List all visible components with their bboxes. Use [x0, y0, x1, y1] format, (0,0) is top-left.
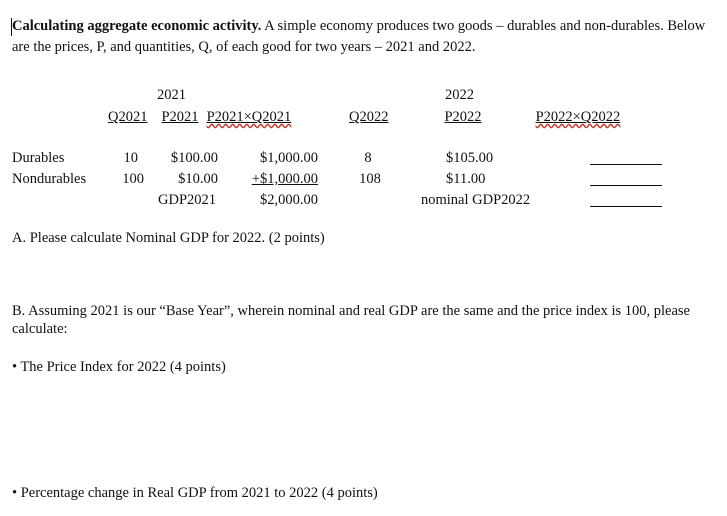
row-durables-pq2021: $1,000.00	[260, 150, 318, 166]
row-durables-q2022: 8	[364, 150, 372, 166]
row-nondurables-p2022: $11.00	[446, 171, 486, 187]
gdp2021-label: GDP2021	[158, 192, 217, 208]
question-a: A. Please calculate Nominal GDP for 2022. (2 points)	[12, 230, 325, 246]
header-pq2021: P2021×Q2021	[206, 109, 292, 125]
question-b-price-index: • The Price Index for 2022 (4 points)	[12, 359, 226, 375]
gdp2021-value: $2,000.00	[260, 192, 318, 208]
header-p2022: P2022	[444, 109, 482, 125]
row-durables-p2022: $105.00	[446, 150, 494, 166]
year-2022-heading: 2022	[445, 87, 474, 103]
row-nondurables-pq2021: +$1,000.00	[251, 171, 318, 187]
header-p2021: P2021	[161, 109, 199, 125]
header-q2022: Q2022 P2022 P2022×Q2022	[349, 109, 621, 125]
row-nondurables-label: Nondurables	[12, 171, 87, 187]
row-durables-q2021: 10	[123, 150, 138, 166]
row-durables-p2021: $100.00	[170, 150, 218, 166]
intro-paragraph	[12, 16, 717, 58]
answer-blank-nondurables	[590, 185, 662, 186]
intro-text: A simple economy produces two goods – durables and non-durables. Below are the prices, P, and quantities, Q, of each good for two years – 2021 and 2022.	[12, 18, 706, 55]
question-b-real-gdp-change: • Percentage change in Real GDP from 2021 to 2022 (4 points)	[12, 485, 378, 501]
row-nondurables-q2021: 100	[122, 171, 144, 187]
intro-title: Calculating aggregate economic activity.	[12, 18, 262, 34]
gdp2022-label: nominal GDP2022	[421, 192, 531, 208]
header-pq2022: P2022×Q2022	[535, 109, 621, 125]
answer-blank-gdp2022	[590, 206, 662, 207]
year-2021-heading: 2021	[157, 87, 186, 103]
row-durables-label: Durables	[12, 150, 65, 166]
row-nondurables-p2021: $10.00	[178, 171, 218, 187]
row-nondurables-q2022: 108	[359, 171, 381, 187]
question-b: B. Assuming 2021 is our “Base Year”, wherein nominal and real GDP are the same and the price index is 100, please calculate:	[12, 303, 690, 337]
answer-blank-durables	[590, 164, 662, 165]
header-q2021: Q2021 P2021 P2021×Q2021	[108, 109, 292, 125]
